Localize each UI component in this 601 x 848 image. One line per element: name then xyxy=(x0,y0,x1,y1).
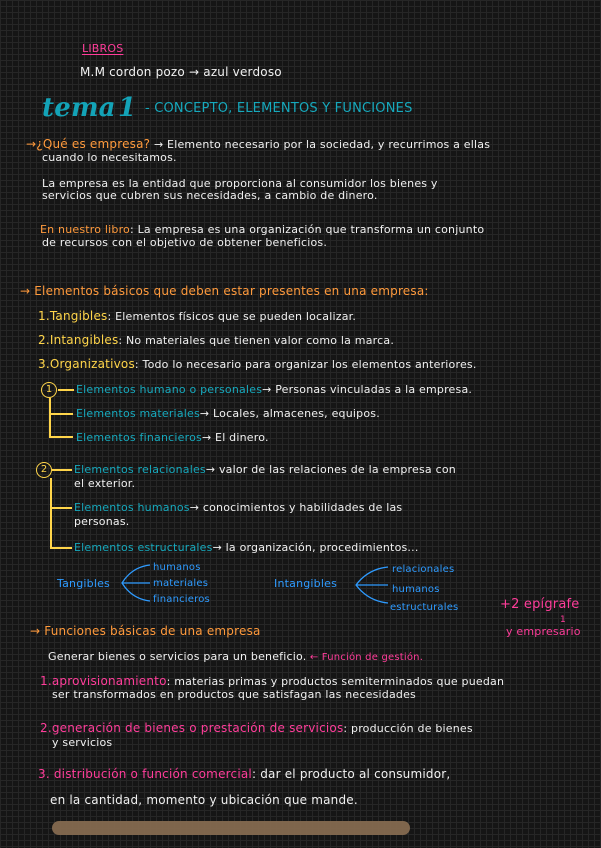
group-1-number: 1 xyxy=(41,382,57,398)
intangibles-estructurales: estructurales xyxy=(390,602,459,613)
authors-line: M.M cordon pozo → azul verdoso xyxy=(80,65,282,79)
tangibles-item xyxy=(38,310,356,323)
intangibles-bracket xyxy=(352,563,390,607)
g1-financieros xyxy=(76,431,269,444)
funcion-3-label: 3. distribución o función comercial xyxy=(38,767,252,781)
g1-humanos-label: Elementos humano o personales xyxy=(76,383,263,396)
g1-financieros-text: → El dinero. xyxy=(201,431,269,444)
funcion-3-text-2: en la cantidad, momento y ubicación que mande. xyxy=(50,793,358,807)
g1-financieros-label: Elementos financieros xyxy=(76,431,202,444)
epigrafe-note-number: 1 xyxy=(560,615,566,625)
funcion-3 xyxy=(38,768,450,781)
funcion-1-text: : materias primas y productos semiterminados que puedan xyxy=(166,675,505,688)
funcion-2-text-2: y servicios xyxy=(52,736,113,749)
g1-materiales xyxy=(76,407,380,420)
libro-line-2: de recursos con el objetivo de obtener beneficios. xyxy=(42,236,328,249)
group-1-arrow-b xyxy=(49,413,73,415)
intangibles-item xyxy=(38,334,394,347)
tangibles-materiales: materiales xyxy=(153,578,209,589)
g2-relacionales-text: → valor de las relaciones de la empresa con xyxy=(205,463,456,476)
libros-label: LIBROS xyxy=(82,42,124,55)
group-2-arrow-c xyxy=(50,547,72,549)
group-1-bracket xyxy=(49,398,51,437)
funciones-heading: → Funciones básicas de una empresa xyxy=(30,624,261,638)
que-es-line xyxy=(26,138,490,151)
funcion-1-text-2: ser transformados en productos que satisfagan las necesidades xyxy=(52,688,416,701)
intangibles-humanos: humanos xyxy=(392,584,440,595)
epigrafe-note: +2 epígrafe xyxy=(500,597,580,612)
tangibles-bracket xyxy=(118,561,152,605)
highlight-bar xyxy=(52,821,410,835)
tema-subtitle: - CONCEPTO, ELEMENTOS Y FUNCIONES xyxy=(145,101,413,116)
que-es-answer-2: cuando lo necesitamos. xyxy=(42,151,177,164)
group-1-arrow-a xyxy=(58,389,74,391)
g1-materiales-label: Elementos materiales xyxy=(76,407,200,420)
g2-relacionales-text-2: el exterior. xyxy=(74,477,136,490)
libro-label: En nuestro libro xyxy=(40,223,130,236)
definition-line-1: La empresa es la entidad que proporciona al consumidor los bienes y xyxy=(42,177,438,190)
tema-number: 1 xyxy=(118,93,137,123)
g2-humanos xyxy=(74,501,402,514)
group-2-arrow-a xyxy=(52,469,72,471)
g2-estructurales-label: Elementos estructurales xyxy=(74,541,213,554)
libro-text: : La empresa es una organización que transforma un conjunto xyxy=(130,223,485,236)
intangibles-relacionales: relacionales xyxy=(392,564,455,575)
funcion-3-text: : dar el producto al consumidor, xyxy=(251,767,451,781)
g1-materiales-text: → Locales, almacenes, equipos. xyxy=(199,407,380,420)
g2-humanos-label: Elementos humanos xyxy=(74,501,190,514)
g2-humanos-text-2: personas. xyxy=(74,515,130,528)
libro-line xyxy=(40,223,484,236)
group-2-bracket xyxy=(50,478,52,548)
funcion-1-label: 1.aprovisionamiento xyxy=(40,674,167,688)
intangibles-class-label: Intangibles xyxy=(274,577,338,590)
g2-estructurales-text: → la organización, procedimientos... xyxy=(212,541,419,554)
tangibles-financieros: financieros xyxy=(153,594,210,605)
elementos-heading: → Elementos básicos que deben estar presentes en una empresa: xyxy=(20,284,429,298)
intangibles-text: : No materiales que tienen valor como la marca. xyxy=(118,334,395,347)
tangibles-humanos: humanos xyxy=(153,562,201,573)
funcion-2-text: : producción de bienes xyxy=(343,722,473,735)
que-es-question: →¿Qué es empresa? xyxy=(26,137,151,151)
g2-relacionales xyxy=(74,463,456,476)
funciones-intro-text: Generar bienes o servicios para un beneficio. xyxy=(48,650,307,663)
group-2-arrow-b xyxy=(50,507,72,509)
intangibles-label: 2.Intangibles xyxy=(38,333,119,347)
group-1-arrow-c xyxy=(49,436,73,438)
g2-estructurales xyxy=(74,541,419,554)
g2-humanos-text: → conocimientos y habilidades de las xyxy=(189,501,403,514)
tangibles-text: : Elementos físicos que se pueden localizar. xyxy=(107,310,357,323)
que-es-answer: → Elemento necesario por la sociedad, y recurrimos a ellas xyxy=(150,138,491,151)
funcion-2-label: 2.generación de bienes o prestación de servicios xyxy=(40,721,344,735)
organizativos-text: : Todo lo necesario para organizar los elementos anteriores. xyxy=(134,358,477,371)
group-2-number: 2 xyxy=(36,462,52,478)
g2-relacionales-label: Elementos relacionales xyxy=(74,463,206,476)
definition-line-2: servicios que cubren sus necesidades, a cambio de dinero. xyxy=(42,189,378,202)
tangibles-label: 1.Tangibles xyxy=(38,309,108,323)
funcion-gestion-note: ← Función de gestión. xyxy=(306,652,424,663)
tangibles-class-label: Tangibles xyxy=(57,577,110,590)
empresario-note: y empresario xyxy=(506,625,581,638)
tema-title: tema xyxy=(42,93,116,123)
organizativos-label: 3.Organizativos xyxy=(38,357,135,371)
g1-humanos xyxy=(76,383,472,396)
funciones-intro xyxy=(48,650,423,664)
funcion-2 xyxy=(40,722,473,735)
organizativos-item xyxy=(38,358,477,371)
g1-humanos-text: → Personas vinculadas a la empresa. xyxy=(262,383,473,396)
funcion-1 xyxy=(40,675,504,688)
